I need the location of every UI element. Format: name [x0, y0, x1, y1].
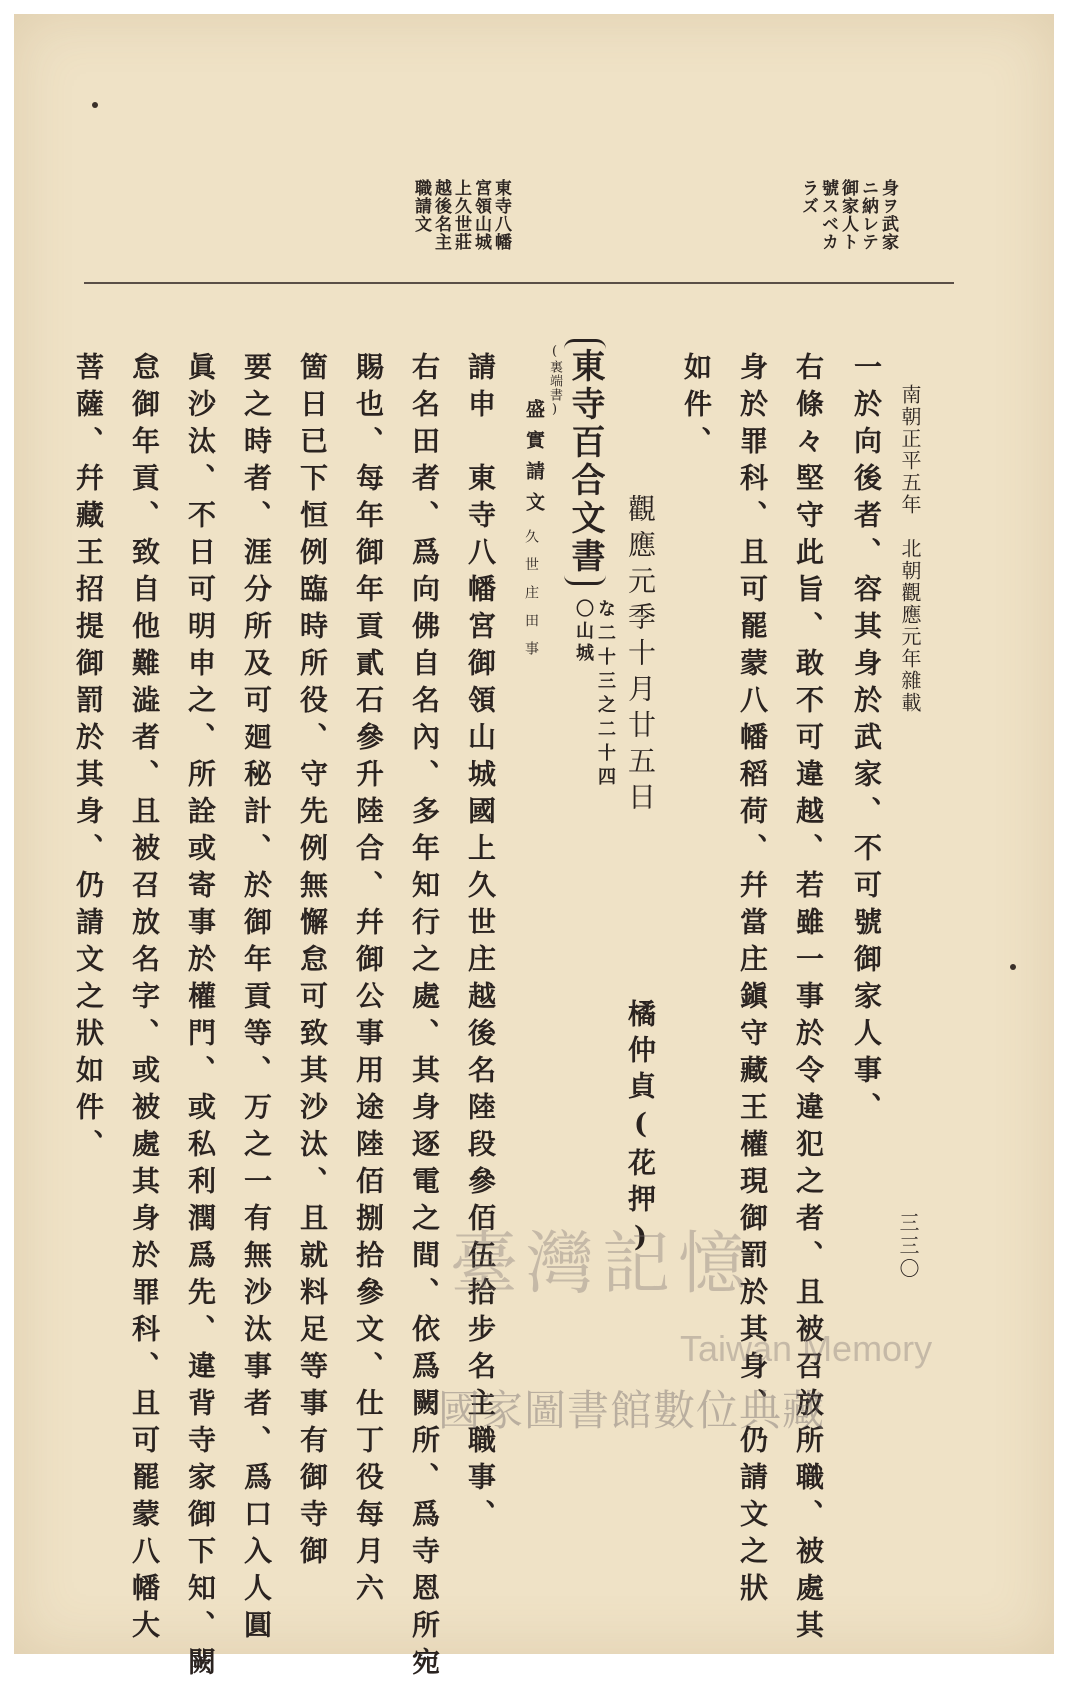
text-column-10: 眞沙汰、不日可明申之、所詮或寄事於權門、或私利潤爲先、違背寺家御下知、闕	[184, 352, 217, 1684]
marginal-note-right	[798, 179, 898, 251]
signature: 橘仲貞(花押)	[624, 999, 657, 1261]
text-column-5: 請申 東寺八幡宮御領山城國上久世庄越後名陸段參佰伍拾步名主職事、	[464, 352, 497, 1536]
marginal-note-line: 職請文	[411, 179, 431, 233]
endorsement-subject: 久世庄田事	[523, 529, 539, 669]
text-column-11: 怠御年貢、致自他難澁者、且被召放名字、或被處其身於罪科、且可罷蒙八幡大	[128, 352, 161, 1647]
marginal-note-line: 上久世莊	[451, 179, 471, 251]
archive-reference: な二十三之二十四	[595, 599, 616, 791]
watermark-library: 國家圖書館數位典藏	[438, 1386, 826, 1435]
text-column-9: 要之時者、涯分所及可廻秘計、於御年貢等、万之一有無沙汰事者、爲口入人圓	[240, 352, 273, 1647]
watermark-english: Taiwan Memory	[680, 1328, 933, 1369]
text-column-3: 身於罪科、且可罷蒙八幡稻荷、幷當庄鎭守藏王權現御罰於其身、仍請文之狀	[736, 352, 769, 1610]
marginal-note-line: 宮領山城	[471, 179, 491, 251]
running-title: 南朝正平五年 北朝觀應元年雜載	[898, 384, 922, 714]
text-column-2: 右條々堅守此旨、敢不可違越、若雖一事於令違犯之者、且被召放所職、被處其	[792, 352, 825, 1647]
marginal-note-line: 身ヲ武家	[878, 179, 898, 251]
text-column-1: 一於向後者、容其身於武家、不可號御家人事、	[850, 352, 883, 1129]
header-rule	[84, 282, 954, 284]
text-column-8: 箇日已下恒例臨時所役、守先例無懈怠可致其沙汰、且就料足等事有御寺御	[296, 352, 329, 1573]
date-line: 觀應元季十月廿五日	[624, 494, 657, 818]
marginal-note-line: 號スベカ	[818, 179, 838, 251]
marginal-note-left	[411, 179, 511, 251]
marginal-note-line: 越後名主	[431, 179, 451, 251]
source-document-title: 東寺百合文書	[564, 339, 606, 585]
endorsement-label: (裏端書)	[547, 344, 562, 418]
endorsement-title: 盛實請文	[523, 399, 545, 523]
paper-speck	[1010, 964, 1016, 970]
text-column-6: 右名田者、爲向佛自名內、多年知行之處、其身逐電之間、依爲闕所、爲寺恩所宛	[408, 352, 441, 1684]
marginal-note-line: ニ納レテ	[858, 179, 878, 251]
text-column-7: 賜也、每年御年貢貳石參升陸合、幷御公事用途陸佰捌拾參文、仕丁役每月六	[352, 352, 385, 1610]
watermark-logo-text: 臺灣記憶	[450, 1225, 755, 1304]
paper-speck	[92, 102, 98, 108]
archive-province: 〇山城	[573, 599, 594, 665]
marginal-note-line: 御家人ト	[838, 179, 858, 251]
text-column-4: 如件、	[680, 352, 713, 463]
page-number: 三三〇	[896, 1212, 920, 1281]
marginal-note-line: 東寺八幡	[491, 179, 511, 251]
marginal-note-line: ラズ	[798, 179, 818, 215]
text-column-12: 菩薩、幷藏王招提御罰於其身、仍請文之狀如件、	[72, 352, 105, 1166]
